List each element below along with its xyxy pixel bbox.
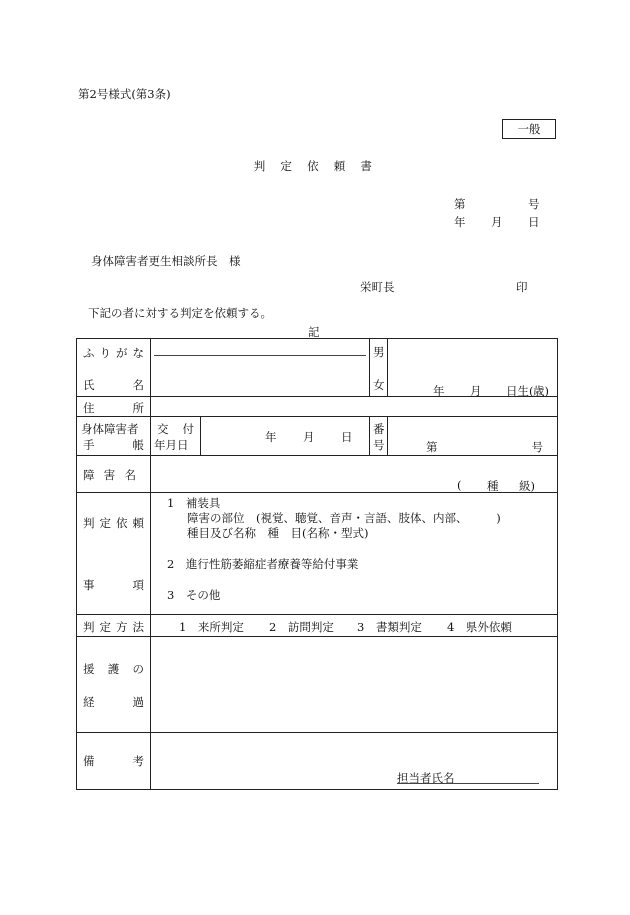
request-item-1[interactable]: 1 補装具 (167, 496, 221, 510)
birth-year: 年 (433, 384, 445, 398)
techo-label-2: 手 帳 (83, 438, 144, 452)
document-title (248, 158, 378, 174)
number-dai-cell: 第 (426, 440, 438, 454)
number-go-cell: 号 (531, 440, 544, 454)
method-options-cell[interactable] (151, 615, 558, 637)
name-label-cell (77, 339, 151, 397)
number-label-go: 号 (373, 438, 385, 452)
addressee: 身体障害者更生相談所長 様 (91, 254, 241, 268)
request-label-cell (77, 493, 151, 615)
sex-female[interactable]: 女 (373, 378, 385, 392)
support-label-2: 経 過 (83, 695, 144, 709)
method-label-cell (77, 615, 151, 637)
number-go: 号 (528, 197, 540, 211)
issue-day: 日 (341, 430, 353, 444)
birth-age: 歳) (533, 384, 550, 398)
grade-shu: 種 (487, 479, 499, 493)
remarks-label: 備 考 (83, 754, 144, 768)
seal-mark: 印 (516, 280, 528, 294)
issue-date-cell[interactable] (201, 417, 370, 456)
techo-label-cell (77, 417, 151, 456)
intro-text: 下記の者に対する判定を依頼する。 (88, 306, 272, 320)
title-char: 頼 (333, 159, 346, 173)
disability-input-cell[interactable] (151, 456, 558, 493)
title-char: 書 (360, 159, 372, 173)
method-outside[interactable]: 4 県外依頼 (447, 620, 512, 634)
request-items-cell[interactable] (151, 493, 558, 615)
techo-label: 身体障害者 (81, 422, 139, 436)
title-char: 定 (280, 159, 292, 173)
staff-line[interactable] (397, 783, 539, 784)
number-label-cell (370, 417, 388, 456)
request-form-table (76, 338, 558, 790)
staff-label: 担当者氏名 (397, 771, 455, 785)
number-value-cell[interactable] (388, 417, 558, 456)
number-label-ban: 番 (373, 422, 385, 436)
birth-cell[interactable] (388, 339, 558, 397)
date-year: 年 (454, 215, 466, 229)
request-item-2[interactable]: 2 進行性筋萎縮症者療養等給付事業 (167, 557, 359, 571)
method-visit[interactable]: 1 来所判定 (179, 620, 244, 634)
issue-month: 月 (303, 430, 315, 444)
issue-year: 年 (265, 430, 277, 444)
issue-label-2: 年月日 (154, 438, 189, 452)
grade-kyu: 級) (519, 479, 535, 493)
request-item-1-type[interactable]: 種目及び名称 種 目(名称・型式) (187, 526, 369, 540)
address-input-cell[interactable] (151, 397, 558, 417)
date-day: 日 (528, 215, 540, 229)
number-dai: 第 (454, 197, 466, 211)
remarks-input-cell[interactable] (151, 733, 558, 790)
disability-label: 障 害 名 (83, 468, 136, 482)
request-label: 判 定 依 頼 (83, 516, 144, 530)
issue-label-cell (151, 417, 201, 456)
support-label-cell (77, 637, 151, 733)
birth-day: 日生( (506, 384, 534, 398)
address-label-cell (77, 397, 151, 417)
category-box: 一般 (502, 119, 556, 139)
grade-open: ( (457, 478, 462, 492)
title-char: 依 (307, 159, 319, 173)
method-home[interactable]: 2 訪問判定 (269, 620, 334, 634)
address-label: 住 所 (83, 401, 144, 415)
remarks-label-cell (77, 733, 151, 790)
request-item-3[interactable]: 3 その他 (167, 588, 221, 602)
disability-label-cell (77, 456, 151, 493)
support-input-cell[interactable] (151, 637, 558, 733)
sender-name: 栄町長 (360, 280, 395, 294)
birth-month: 月 (470, 384, 482, 398)
name-label: 氏 名 (83, 378, 144, 392)
furigana-label: ふ り が な (83, 346, 144, 360)
ki-label: 記 (308, 325, 320, 339)
sex-cell[interactable] (370, 339, 388, 397)
form-number: 第2号様式(第3条) (78, 87, 171, 101)
furigana-line[interactable] (154, 355, 366, 356)
name-input-cell[interactable] (151, 339, 370, 397)
method-label: 判 定 方 法 (83, 620, 144, 634)
method-document[interactable]: 3 書類判定 (357, 620, 422, 634)
support-label: 援 護 の (83, 662, 144, 676)
issue-label: 交 付 (157, 422, 194, 436)
date-month: 月 (491, 215, 503, 229)
request-label-2: 事 項 (83, 578, 144, 592)
sex-male[interactable]: 男 (373, 345, 385, 359)
request-item-1-parts[interactable]: 障害の部位 (視覚、聴覚、音声・言語、肢体、内部、 ) (187, 511, 501, 525)
title-char: 判 (253, 159, 266, 173)
